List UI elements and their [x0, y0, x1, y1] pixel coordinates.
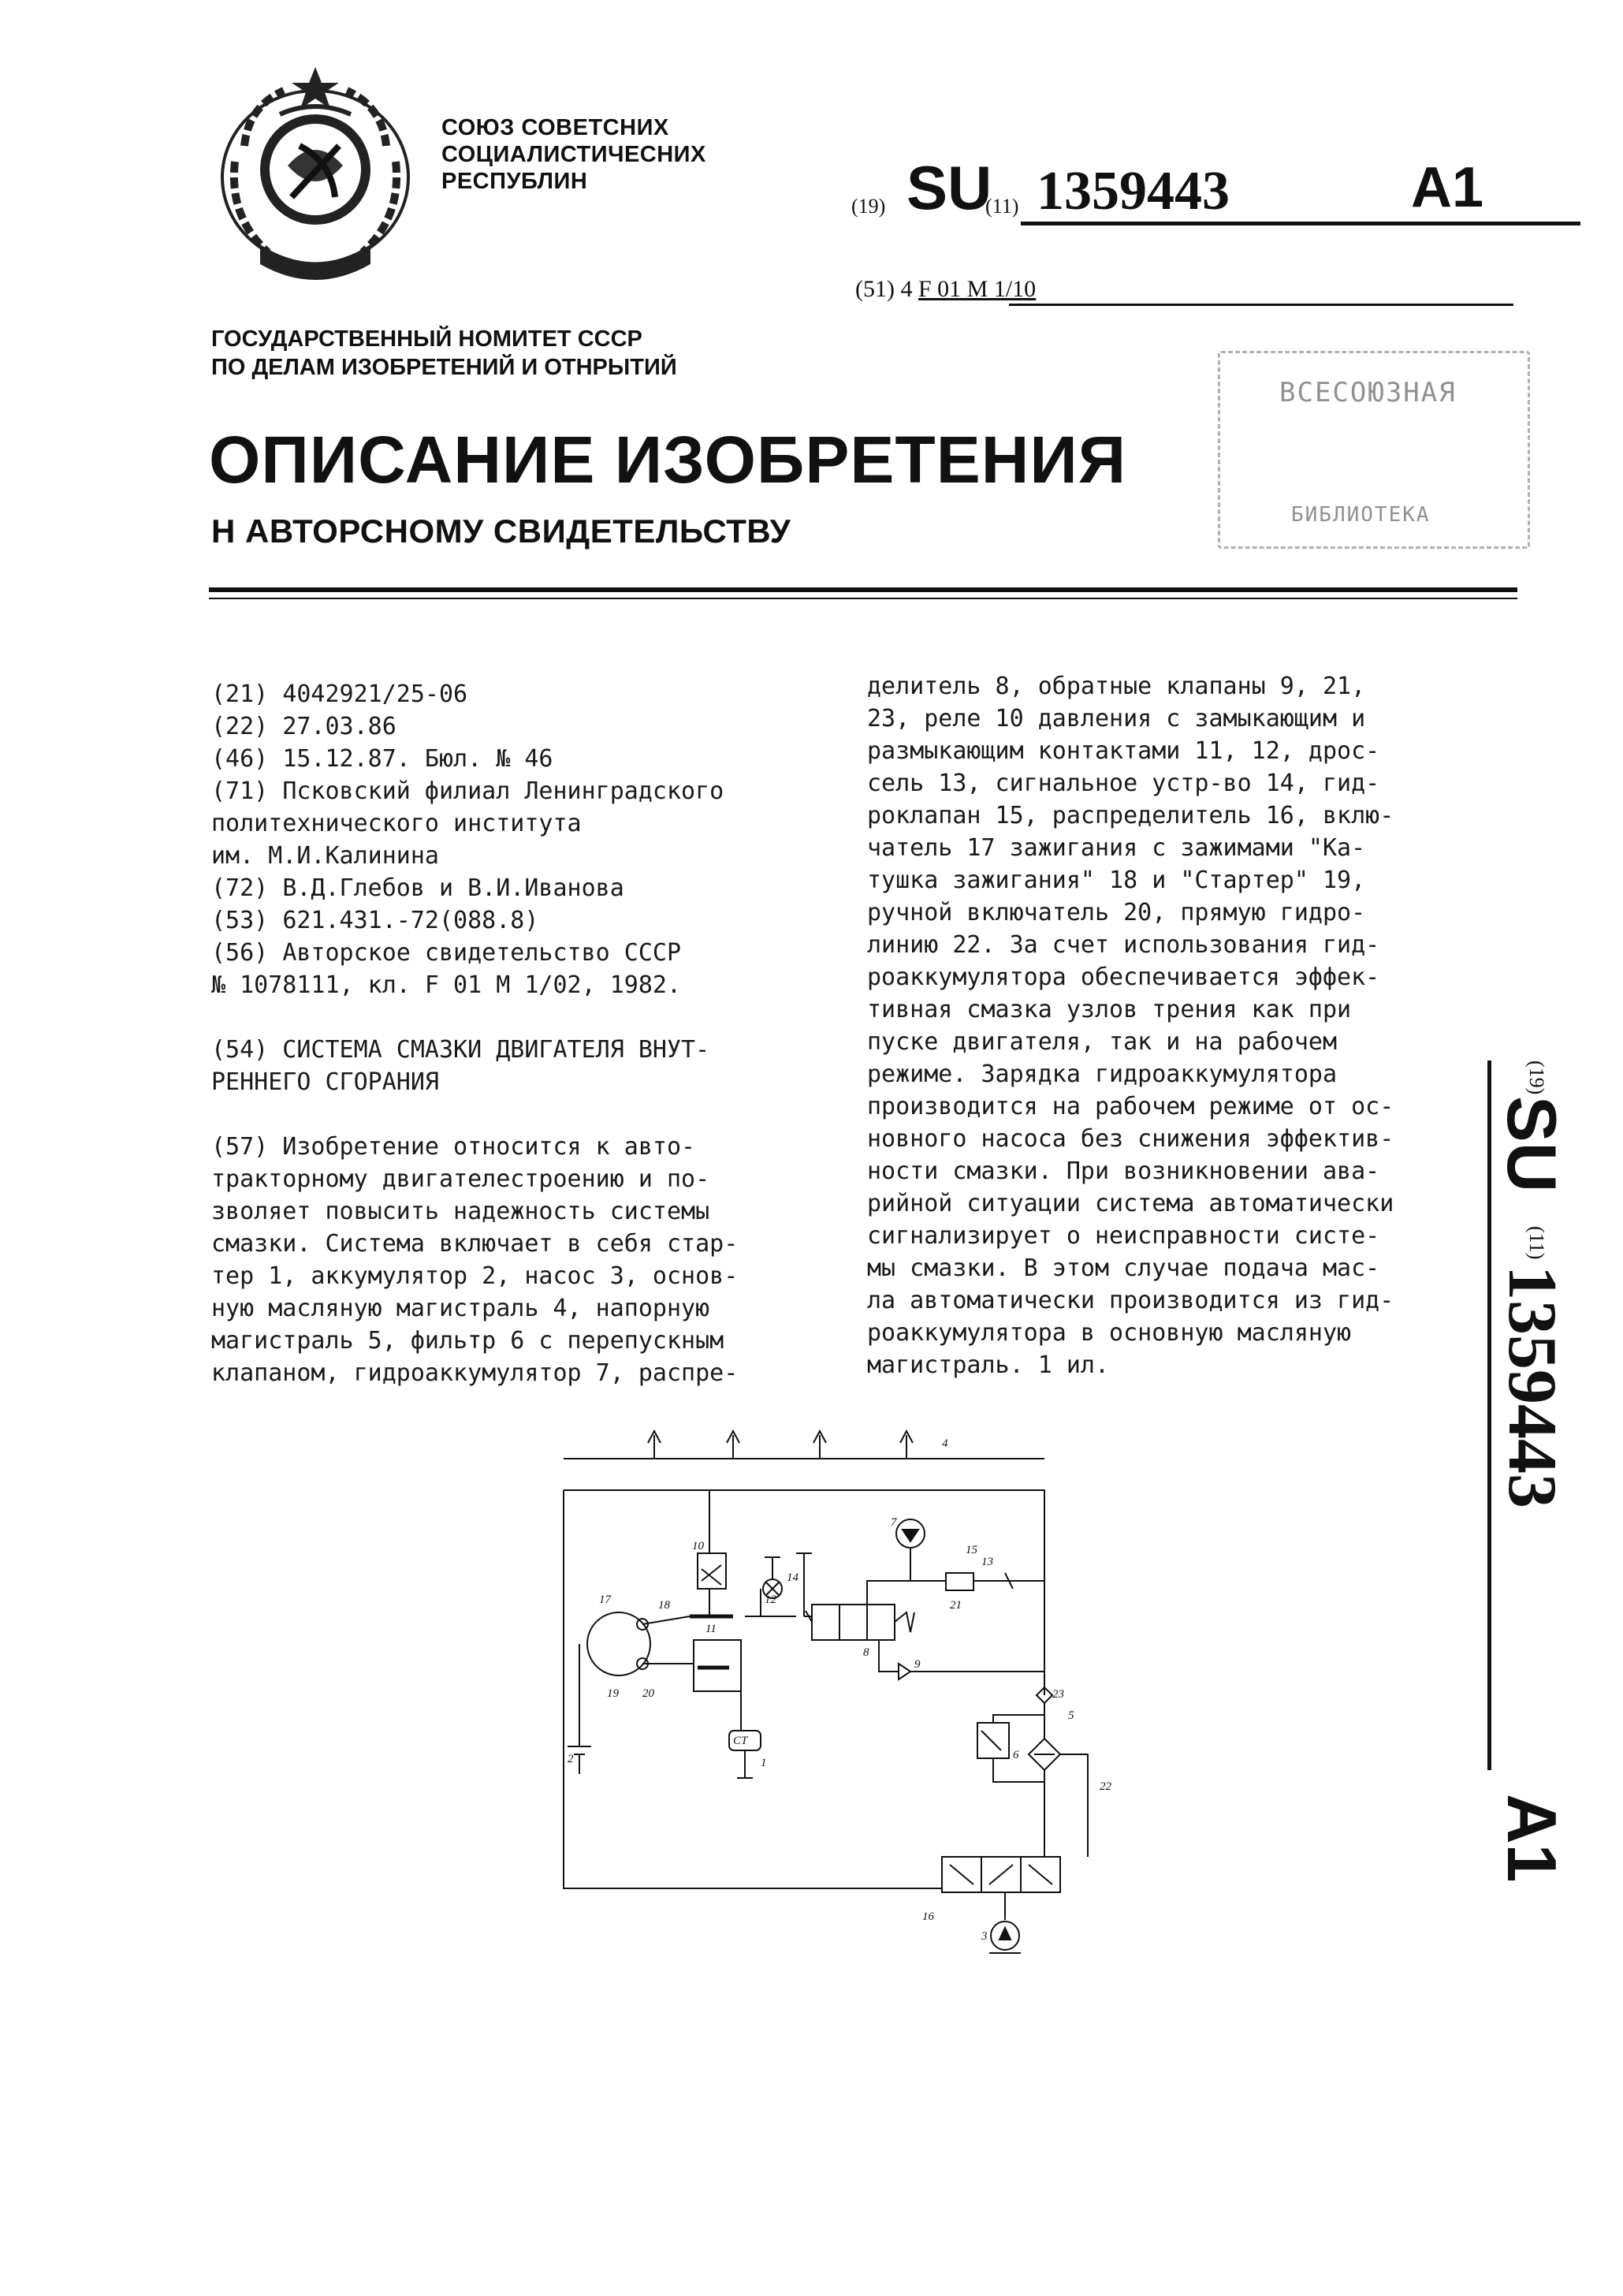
- stamp-line: ВСЕСОЮЗНАЯ: [1279, 377, 1457, 408]
- label-14: 14: [787, 1571, 798, 1584]
- label-3: 3: [981, 1930, 988, 1943]
- left-column: [211, 678, 834, 1389]
- patent-number: 1359443: [1037, 161, 1230, 222]
- biblio-line: (46) 15.12.87. Бюл. № 46: [211, 745, 553, 773]
- label-5: 5: [1068, 1709, 1074, 1722]
- label-8: 8: [863, 1646, 869, 1659]
- abstract-right: делитель 8, обратные клапаны 9, 21, 23, реле 10 давления с замыкающим и размыкающим контактами 11, 12, дрос- сель 13, сигнальное устр-во 14, гид- роклапан 15, распределитель 16, вклю- чатель 17 зажигания с зажимами "Ка- тушка зажигания" 18 и "Стартер" 19, ручной включатель 20, прямую гидро- линию 22. За счет использования гид- роаккумулятора обеспечивается эффек- тивная смазка узлов трения как при пуске двигателя, так и на рабочем режиме. Зарядка гидроаккумулятора производится на рабочем режиме от ос- новного насоса без снижения эффектив- ности смазки. При возникновении ава- рийной ситуации система автоматически сигнализирует о неисправности систе- мы смазки. В этом случае подача мас- ла автоматически производится из гид- роаккумулятора в основную масляную магистраль. 1 ил.: [867, 673, 1394, 1379]
- label-10: 10: [692, 1540, 704, 1552]
- label-11: 11: [705, 1623, 717, 1635]
- label-1: 1: [761, 1757, 767, 1769]
- stamp-line: БИБЛИОТЕКА: [1291, 503, 1431, 527]
- label-17: 17: [599, 1593, 611, 1606]
- library-stamp: [1218, 351, 1530, 549]
- label-12: 12: [765, 1593, 776, 1606]
- outlet-arrows: [648, 1431, 913, 1459]
- biblio-line: № 1078111, кл. F 01 M 1/02, 1982.: [211, 971, 682, 999]
- label-4: 4: [942, 1437, 948, 1450]
- document-identifier: [851, 146, 1513, 225]
- lubrication-system-diagram: [552, 1415, 1111, 1967]
- biblio-line: (21) 4042921/25-06: [211, 680, 468, 708]
- schematic: [552, 1415, 1111, 1967]
- country-code-tag: (19): [851, 195, 886, 218]
- invention-title: (54) СИСТЕМА СМАЗКИ ДВИГАТЕЛЯ ВНУТ- РЕННЕГО СГОРАНИЯ: [211, 1036, 710, 1096]
- label-9: 9: [914, 1658, 921, 1671]
- label-19: 19: [607, 1687, 619, 1700]
- page-title: ОПИСАНИЕ ИЗОБРЕТЕНИЯ: [209, 423, 1127, 497]
- page-subtitle: Н АВТОРСНОМУ СВИДЕТЕЛЬСТВУ: [211, 512, 791, 550]
- header-divider-thin: [209, 598, 1517, 599]
- biblio-line: (56) Авторское свидетельство СССР: [211, 939, 682, 967]
- ussr-emblem: [213, 59, 418, 296]
- side-patent-number: (19) SU (11) 1359443 A1: [1482, 1060, 1576, 2007]
- committee-name: [211, 325, 677, 382]
- country-code: SU: [906, 153, 992, 222]
- number-underline: [1021, 222, 1580, 226]
- ipc-tag: (51) 4: [855, 276, 913, 302]
- bibliographic-data: [211, 678, 834, 1001]
- label-13: 13: [981, 1556, 993, 1568]
- label-18: 18: [658, 1599, 670, 1612]
- biblio-line: (72) В.Д.Глебов и В.И.Иванова: [211, 874, 624, 902]
- biblio-line: (22) 27.03.86: [211, 713, 396, 740]
- number-tag: (11): [985, 195, 1019, 218]
- state-name: [441, 114, 706, 195]
- label-20: 20: [642, 1687, 654, 1700]
- state-line: РЕСПУБЛИН: [441, 169, 588, 194]
- label-16: 16: [922, 1910, 934, 1923]
- committee-line: ГОСУДАРСТВЕННЫЙ НОМИТЕТ СССР: [211, 326, 642, 352]
- committee-line: ПО ДЕЛАМ ИЗОБРЕТЕНИЙ И ОТНРЫТИЙ: [211, 355, 677, 380]
- label-7: 7: [891, 1516, 897, 1529]
- ipc-underline: [1009, 304, 1513, 306]
- ipc-class: F 01 M 1/10: [918, 276, 1037, 302]
- state-line: СОЦИАЛИСТИЧЕСНИХ: [441, 142, 706, 167]
- biblio-line: политехнического института: [211, 810, 582, 837]
- label-15: 15: [966, 1544, 977, 1556]
- label-2: 2: [568, 1753, 574, 1765]
- state-line: СОЮЗ СОВЕТСНИХ: [441, 115, 669, 140]
- starter-text: СТ: [733, 1735, 748, 1747]
- biblio-line: (71) Псковский филиал Ленинградского: [211, 777, 724, 805]
- label-23: 23: [1052, 1688, 1064, 1701]
- ipc-classification: [855, 276, 1036, 303]
- label-6: 6: [1013, 1749, 1019, 1761]
- abstract-left: (57) Изобретение относится к авто- тракторному двигателестроению и по- зволяет повысить надежность системы смазки. Система включает в себя стар- тер 1, аккумулятор 2, насос 3, основ- ную масляную магистраль 4, напорную магистраль 5, фильтр 6 с перепускным клапаном, гидроаккумулятор 7, распре-: [211, 1133, 739, 1387]
- kind-code: A1: [1411, 156, 1484, 219]
- biblio-line: (53) 621.431.-72(088.8): [211, 907, 539, 934]
- emblem-graphic: [213, 59, 418, 296]
- label-21: 21: [950, 1599, 962, 1612]
- label-22: 22: [1100, 1780, 1111, 1793]
- header-divider: [209, 587, 1517, 592]
- biblio-line: им. М.И.Калинина: [211, 842, 439, 870]
